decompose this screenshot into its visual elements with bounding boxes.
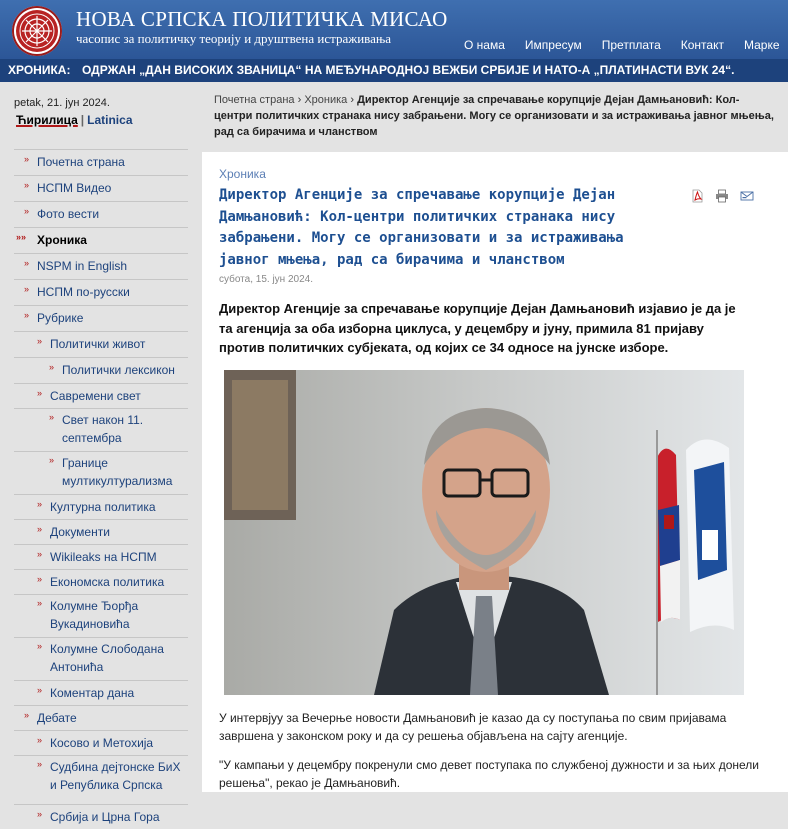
article-tools	[690, 189, 754, 203]
sidebar-item[interactable]	[14, 227, 188, 253]
chevron-right-icon: »	[49, 455, 55, 465]
sidebar-item-label-line: Економска политика	[50, 575, 165, 589]
sidebar-item[interactable]	[14, 451, 188, 494]
breadcrumb-separator: ›	[297, 94, 302, 106]
chevron-right-icon: »	[24, 258, 30, 268]
sidebar-item[interactable]	[14, 637, 188, 680]
nav-imprint[interactable]: Импресум	[524, 38, 582, 52]
sidebar-item-label-line: Хроника	[37, 233, 87, 247]
article-category[interactable]: Хроника	[219, 167, 266, 181]
sidebar-menu	[14, 149, 188, 829]
sidebar-item[interactable]	[14, 149, 188, 175]
sidebar-item[interactable]	[14, 201, 188, 227]
news-ticker	[0, 59, 788, 82]
sidebar-item[interactable]	[14, 383, 188, 408]
sidebar	[0, 82, 196, 824]
sidebar-item[interactable]	[14, 730, 188, 755]
logo-emblem-icon	[12, 6, 62, 56]
sidebar-item-label-line: Србија и Црна Гора	[50, 810, 160, 824]
article-lead: Директор Агенције за спречавање корупције Дејан Дамњановић изјавио је да је та агенција за оба изборна циклуса, у децембру и јуну, примила 81 пријаву против политичких субјеката, од којих се 34 односе на јунске изборе.	[219, 301, 736, 355]
sidebar-item-label-line: Границе	[62, 456, 108, 470]
sidebar-item-label-line: Политички живот	[50, 337, 146, 351]
chevron-right-icon: »	[24, 284, 30, 294]
sidebar-item-label-line: Колумне Слободана	[50, 642, 164, 656]
sidebar-item-label-line: септембра	[62, 431, 122, 445]
sidebar-item-label	[37, 179, 111, 197]
sidebar-item-label	[50, 758, 180, 794]
article	[202, 152, 788, 792]
chevron-right-icon: »	[37, 524, 43, 534]
chevron-right-icon: »	[37, 499, 43, 509]
sidebar-item-label-line: НСПМ Видео	[37, 181, 112, 195]
top-navigation	[454, 38, 788, 52]
sidebar-item[interactable]	[14, 594, 188, 637]
chevron-right-icon: »	[37, 574, 43, 584]
sidebar-item-label-line: Почетна страна	[37, 155, 125, 169]
chevron-right-icon: »	[37, 336, 43, 346]
breadcrumb	[202, 86, 788, 148]
sidebar-item-label	[37, 153, 125, 171]
nav-stamps[interactable]: Марке	[743, 38, 780, 52]
sidebar-item[interactable]	[14, 519, 188, 544]
chevron-right-icon: »	[37, 388, 43, 398]
sidebar-item-label-line: Колумне Ђорђа	[50, 599, 139, 613]
sidebar-item-label-line: Косово и Метохија	[50, 736, 154, 750]
article-date: субота, 15. јун 2024.	[219, 274, 313, 285]
article-paragraph: У интервјуу за Вечерње новости Дамњановић је казао да су поступања по свим пријавама завршена у законском року и да су решења објављена на сајту агенције.	[219, 711, 727, 743]
sidebar-item-label	[37, 205, 99, 223]
breadcrumb-home[interactable]: Почетна страна	[214, 94, 295, 106]
sidebar-item[interactable]	[14, 408, 188, 451]
sidebar-item-label	[50, 734, 153, 752]
sidebar-item-label	[62, 454, 172, 490]
site-header	[0, 0, 788, 59]
sidebar-item-label	[37, 309, 83, 327]
sidebar-item-label-line: Фото вести	[37, 207, 100, 221]
chevron-right-icon: »	[49, 362, 55, 372]
chevron-right-icon: »	[24, 710, 30, 720]
sidebar-item-label-line: NSPM in English	[37, 259, 128, 273]
sidebar-item[interactable]	[14, 680, 188, 705]
nav-subscription[interactable]: Претплата	[601, 38, 661, 52]
lang-cyrillic-link[interactable]: Ћирилица	[16, 113, 78, 127]
chevron-right-icon: »	[37, 735, 43, 745]
logo[interactable]	[12, 6, 62, 56]
chevron-right-icon: »	[49, 412, 55, 422]
sidebar-item-label	[62, 361, 175, 379]
sidebar-item[interactable]	[14, 569, 188, 594]
sidebar-item-label	[37, 283, 130, 301]
article-paragraph: "У кампањи у децембру покренули смо девет поступака по службеној дужности и за њих донели решења", рекао је Дамњановић.	[219, 758, 759, 790]
chevron-right-icon: »	[37, 809, 43, 819]
sidebar-item-label	[37, 257, 127, 275]
main-content	[202, 86, 788, 792]
sidebar-item[interactable]	[14, 279, 188, 305]
sidebar-item[interactable]	[14, 331, 188, 357]
sidebar-item-label	[50, 335, 145, 353]
breadcrumb-current: Директор Агенције за спречавање корупције Дејан Дамњановић: Кол-центри политичких странака нису забрањени. Могу се организовати и за истраживања јавног мњења, рад са бирачима и чланством	[214, 94, 774, 138]
current-date: petak, 21. јун 2024.	[14, 97, 110, 109]
lang-separator: |	[80, 113, 85, 127]
lang-latin-link[interactable]: Latinica	[87, 113, 133, 127]
pdf-icon[interactable]	[690, 189, 704, 203]
sidebar-item-label-line: Културна политика	[50, 500, 156, 514]
sidebar-item-label-line: Судбина дејтонске БиХ	[50, 760, 181, 774]
breadcrumb-separator: ›	[350, 94, 355, 106]
sidebar-item-label	[50, 597, 138, 633]
sidebar-item[interactable]	[14, 253, 188, 279]
sidebar-item-label	[50, 498, 156, 516]
sidebar-item-label-line: Свет након 11.	[62, 413, 144, 427]
sidebar-item-label-line: НСПМ по-русски	[37, 285, 130, 299]
sidebar-item-label	[50, 523, 110, 541]
article-photo	[224, 370, 744, 695]
sidebar-item-label-line: Вукадиновића	[50, 617, 130, 631]
sidebar-item-label-line: мултикултурализма	[62, 474, 173, 488]
sidebar-item[interactable]	[14, 494, 188, 519]
print-icon[interactable]	[715, 189, 729, 203]
sidebar-item-label	[50, 640, 164, 676]
sidebar-item-label-line: Документи	[50, 525, 110, 539]
sidebar-item[interactable]	[14, 357, 188, 383]
nav-about[interactable]: О нама	[464, 38, 505, 52]
chevron-right-icon: »	[37, 759, 43, 769]
sidebar-item[interactable]	[14, 305, 188, 331]
ticker-headline[interactable]: ОДРЖАН „ДАН ВИСОКИХ ЗВАНИЦА“ НА МЕЂУНАРОДНОЈ ВЕЖБИ СРБИЈЕ И НАТО-А „ПЛАТИНАСТИ ВУК 24“.	[82, 63, 735, 77]
sidebar-item[interactable]	[14, 755, 188, 804]
site-title[interactable]: НОВА СРПСКА ПОЛИТИЧКА МИСАО	[76, 7, 448, 31]
article-title[interactable]: Директор Агенције за спречавање корупције Дејан Дамњановић: Кол-центри политичких странака нису забрањени. Могу се организовати и за истраживања јавног мњења, рад са бирачима и чланством	[219, 187, 624, 268]
ticker-label: ХРОНИКА:	[8, 63, 71, 77]
chevron-right-icon: »	[37, 549, 43, 559]
sidebar-item-label	[50, 684, 134, 702]
portrait-image	[224, 370, 744, 695]
sidebar-item-label-line: Антонића	[50, 660, 104, 674]
sidebar-item-label	[50, 387, 141, 405]
sidebar-item-label-line: и Република Српска	[50, 778, 163, 792]
sidebar-item[interactable]	[14, 544, 188, 569]
chevron-right-icon: »	[37, 685, 43, 695]
sidebar-item-label	[50, 808, 160, 826]
nav-contact[interactable]: Контакт	[680, 38, 724, 52]
chevron-right-icon: »	[24, 154, 30, 164]
sidebar-item-label-line: Дебате	[37, 711, 77, 725]
sidebar-item-label	[50, 548, 157, 566]
sidebar-item-label-line: Wikileaks на НСПМ	[50, 550, 157, 564]
sidebar-item[interactable]	[14, 804, 188, 829]
chevron-right-icon: »	[37, 641, 43, 651]
sidebar-item-label	[37, 231, 87, 249]
sidebar-item-label-line: Коментар дана	[50, 686, 135, 700]
sidebar-item[interactable]	[14, 705, 188, 730]
breadcrumb-section[interactable]: Хроника	[304, 94, 348, 106]
sidebar-item-label	[62, 411, 143, 447]
sidebar-item[interactable]	[14, 175, 188, 201]
site-subtitle: часопис за политичку теорију и друштвена истраживања	[76, 31, 392, 46]
language-switcher	[16, 113, 133, 127]
sidebar-item-label	[50, 573, 164, 591]
chevron-right-icon: »»	[16, 232, 27, 242]
sidebar-item-label	[37, 709, 77, 727]
chevron-right-icon: »	[24, 206, 30, 216]
chevron-right-icon: »	[24, 180, 30, 190]
sidebar-item-label-line: Политички лексикон	[62, 363, 175, 377]
chevron-right-icon: »	[37, 598, 43, 608]
sidebar-item-label-line: Рубрике	[37, 311, 84, 325]
chevron-right-icon: »	[24, 310, 30, 320]
email-icon[interactable]	[740, 189, 754, 203]
sidebar-item-label-line: Савремени свет	[50, 389, 141, 403]
